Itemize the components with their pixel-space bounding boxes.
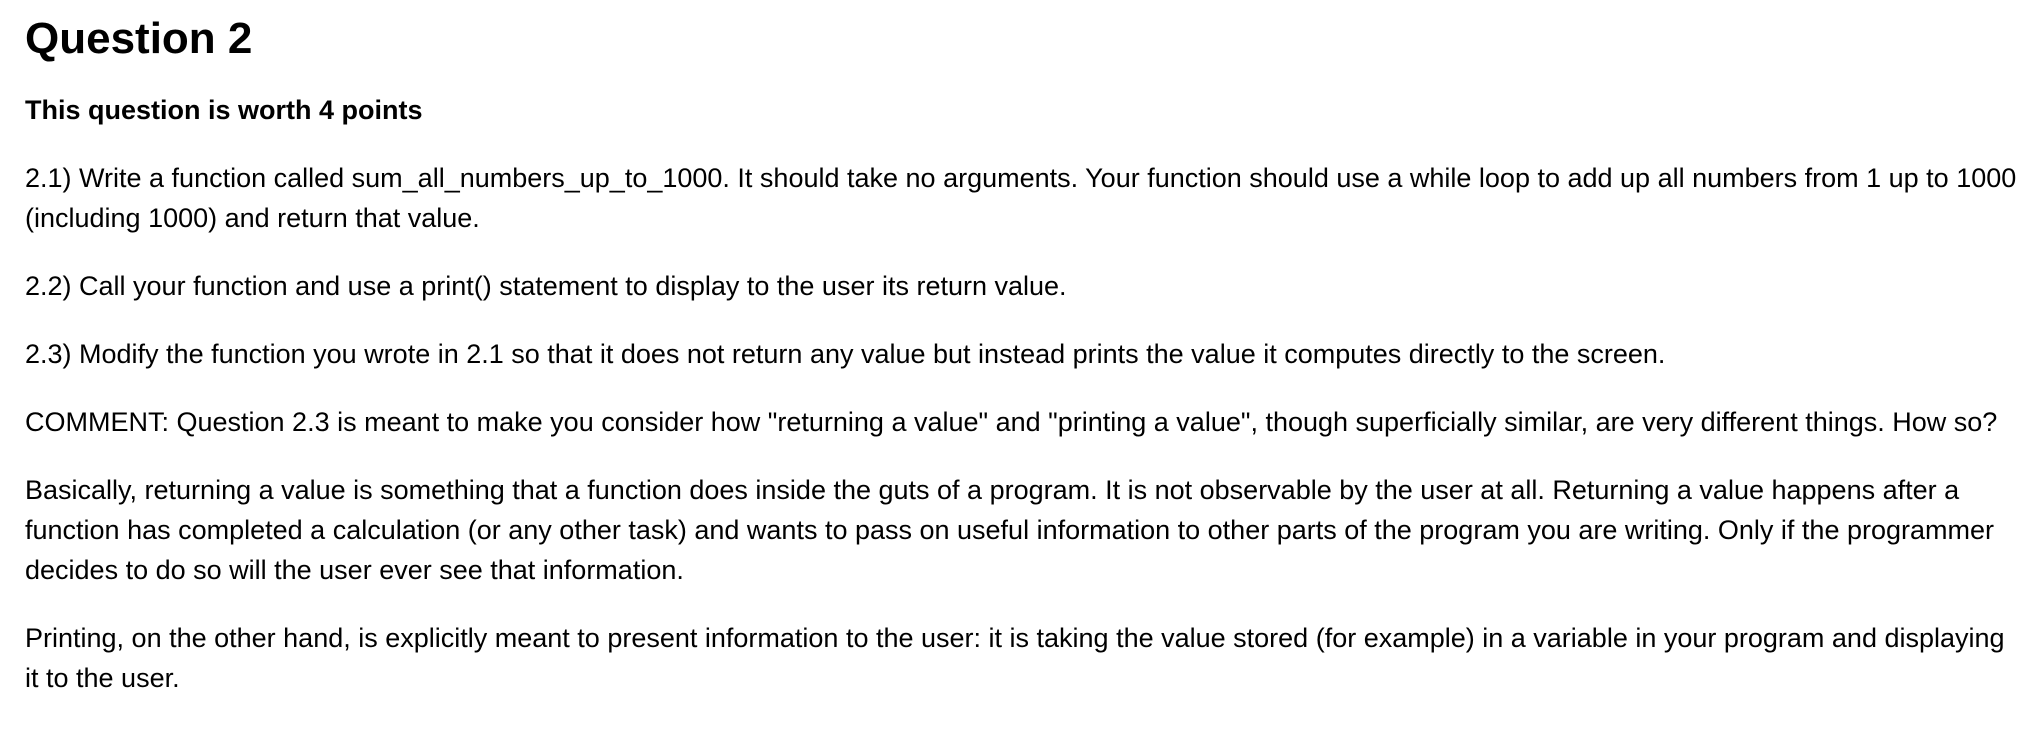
returning-explanation: Basically, returning a value is something that a function does inside the guts of a program. It is not observable by the user at all. Returning a value happens after a function has completed a calculation (or any other task) and wants to pass on useful information to other parts of the program you are writing. Only if the programmer decides to do so will the user ever see that information.: [25, 475, 1994, 585]
comment-paragraph: COMMENT: Question 2.3 is meant to make you consider how "returning a value" and "printing a value", though superficially similar, are very different things. How so?: [25, 407, 1998, 437]
instruction-2-3: 2.3) Modify the function you wrote in 2.1 so that it does not return any value but instead prints the value it computes directly to the screen.: [25, 339, 1666, 369]
instruction-2-1: 2.1) Write a function called sum_all_numbers_up_to_1000. It should take no arguments. Your function should use a while loop to add up all numbers from 1 up to 1000 (including 1000) and return that value.: [25, 163, 2017, 233]
points-statement: This question is worth 4 points: [25, 95, 423, 125]
question-title: Question 2: [25, 14, 253, 63]
printing-explanation: Printing, on the other hand, is explicitly meant to present information to the user: it is taking the value stored (for example) in a variable in your program and displaying it to the user.: [25, 623, 2005, 693]
instruction-2-2: 2.2) Call your function and use a print() statement to display to the user its return value.: [25, 271, 1067, 301]
